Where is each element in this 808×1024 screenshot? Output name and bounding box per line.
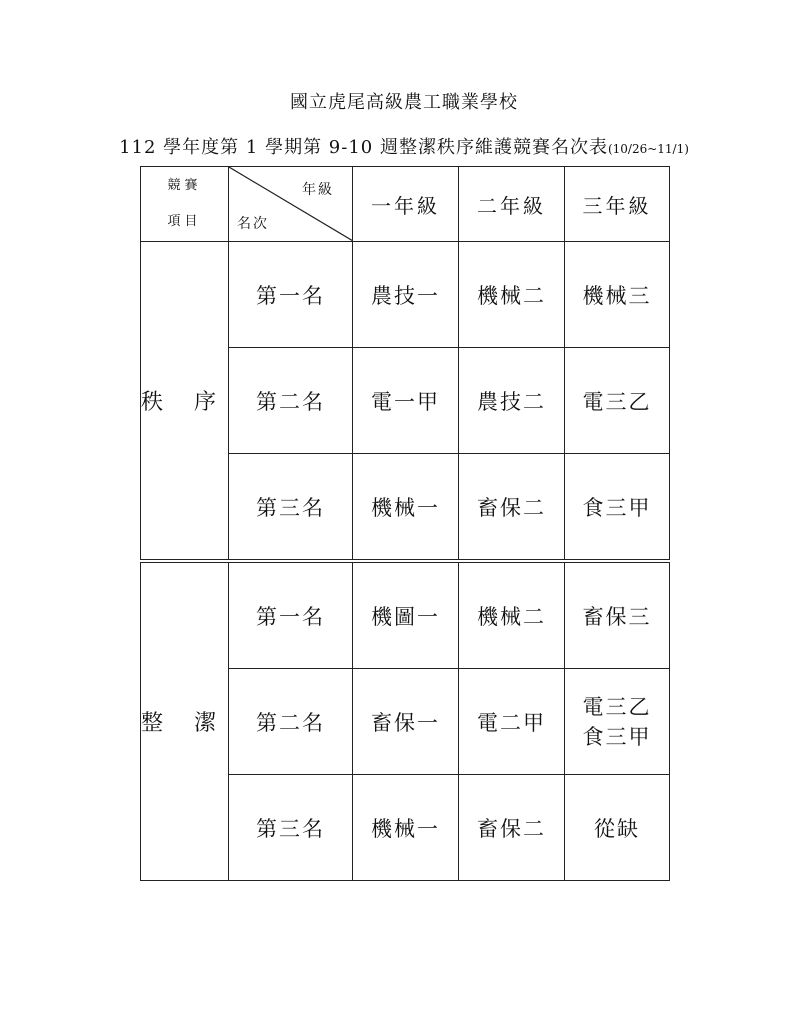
header-row [141,167,670,242]
grade-header-1: 一年級 [353,167,459,242]
class-cell: 電二甲 [459,669,565,775]
corner-category-cell [141,167,229,242]
ranking-table [140,166,670,881]
subtitle-dates: (10/26~11/1) [607,142,689,156]
subtitle-main: 112 學年度第 1 學期第 9-10 週整潔秩序維護競賽名次表 [119,137,608,158]
document-subtitle [0,133,808,159]
table-row [141,242,670,348]
corner-grade-label: 年級 [302,182,334,198]
class-cell: 機圖一 [353,561,459,669]
grade-header-2: 二年級 [459,167,565,242]
class-cell: 機械一 [353,454,459,562]
corner-item-label: 項目 [167,214,202,229]
class-cell: 農技一 [353,242,459,348]
class-cell: 機械二 [459,242,565,348]
class-cell: 食三甲 [565,454,670,562]
class-cell: 電三乙 [565,348,670,454]
category-cleanliness: 整 潔 [141,561,229,881]
class-cell: 畜保三 [565,561,670,669]
tie-class-1: 電三乙 [582,694,652,719]
corner-rank-label: 名次 [237,216,269,232]
rank-cell: 第三名 [229,454,353,562]
rank-cell: 第三名 [229,775,353,881]
class-cell: 機械三 [565,242,670,348]
class-cell: 畜保二 [459,454,565,562]
category-order: 秩 序 [141,242,229,562]
class-cell: 機械二 [459,561,565,669]
rank-cell: 第一名 [229,242,353,348]
class-cell: 農技二 [459,348,565,454]
rank-cell: 第一名 [229,561,353,669]
class-cell: 畜保二 [459,775,565,881]
table-row [141,561,670,669]
class-cell: 畜保一 [353,669,459,775]
rank-cell: 第二名 [229,348,353,454]
class-cell: 從缺 [565,775,670,881]
tie-class-2: 食三甲 [582,724,652,749]
school-name: 國立虎尾高級農工職業學校 [290,92,518,113]
rank-cell: 第二名 [229,669,353,775]
class-cell: 機械一 [353,775,459,881]
corner-competition-label: 競賽 [167,178,202,193]
class-cell-tie [565,669,670,775]
corner-diagonal-cell [229,167,353,242]
class-cell: 電一甲 [353,348,459,454]
grade-header-3: 三年級 [565,167,670,242]
